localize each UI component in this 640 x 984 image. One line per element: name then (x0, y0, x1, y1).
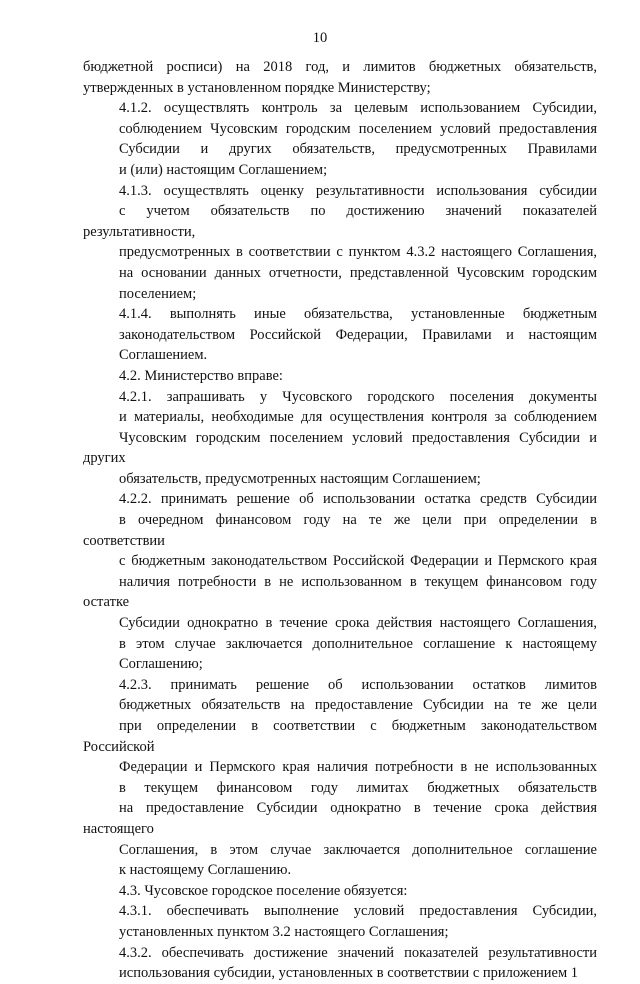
text-line: обязательств, предусмотренных настоящим Соглашением; (119, 470, 481, 487)
text-line: использования субсидии, установленных в соответствии с приложением 1 (119, 965, 579, 982)
text-line: 4.2.2. принимать решение об использовании остатка средств Субсидии (119, 491, 597, 508)
text-line: с бюджетным законодательством Российской Федерации и Пермского края (119, 553, 597, 570)
text-line: 4.2. Министерство вправе: (119, 367, 283, 384)
text-line: 4.1.2. осуществлять контроль за целевым использованием Субсидии, (119, 100, 597, 117)
text-line: 4.2.3. принимать решение об использовании остатков лимитов (119, 676, 597, 693)
paragraph (83, 181, 597, 305)
text-line: и (или) настоящим Соглашением; (119, 161, 328, 178)
text-line: на основании данных отчетности, представленной Чусовским городским (119, 264, 597, 281)
text-line: и материалы, необходимые для осуществления контроля за соблюдением (119, 409, 597, 426)
text-line: 4.1.3. осуществлять оценку результативности использования субсидии (119, 182, 597, 199)
paragraph (83, 901, 597, 942)
paragraph (83, 304, 597, 366)
paragraph (83, 881, 597, 902)
text-line: 4.2.1. запрашивать у Чусовского городского поселения документы (119, 388, 597, 405)
text-line: в этом случае заключается дополнительное соглашение к настоящему (119, 635, 597, 652)
text-line: Чусовским городским поселением условий предоставления Субсидии и других (83, 429, 597, 467)
text-line: 4.3.1. обеспечивать выполнение условий предоставления Субсидии, (119, 903, 597, 920)
text-line: Субсидии однократно в течение срока действия настоящего Соглашения, (119, 615, 597, 632)
paragraph (83, 943, 597, 984)
text-line: Соглашением. (119, 347, 208, 364)
text-line: установленных пунктом 3.2 настоящего Соглашения; (119, 923, 449, 940)
paragraph (83, 57, 597, 98)
text-line: Субсидии и других обязательств, предусмотренных Правилами (119, 141, 597, 158)
text-line: 4.1.4. выполнять иные обязательства, установленные бюджетным (119, 306, 597, 323)
text-line: в очередном финансовом году на те же цели при определении в соответствии (83, 512, 597, 549)
text-line: с учетом обязательств по достижению значений показателей результативности, (83, 203, 597, 240)
text-line: бюджетной росписи) на 2018 год, и лимитов бюджетных обязательств, (83, 59, 597, 75)
text-line: соблюдением Чусовским городским поселением условий предоставления (119, 120, 597, 137)
paragraph (83, 366, 597, 387)
document-body (83, 57, 597, 984)
text-line: поселением; (119, 285, 197, 302)
text-line: Соглашения, в этом случае заключается дополнительное соглашение (119, 841, 597, 858)
text-line: при определении в соответствии с бюджетным законодательством Российской (83, 718, 597, 755)
text-line: законодательством Российской Федерации, Правилами и настоящим (119, 326, 597, 343)
page-number: 10 (312, 30, 328, 46)
paragraph (83, 98, 597, 180)
text-line: Соглашению; (119, 656, 203, 673)
text-line: 4.3. Чусовское городское поселение обязуется: (119, 882, 408, 899)
text-line: утвержденных в установленном порядке Министерству; (83, 79, 431, 96)
text-line: 4.3.2. обеспечивать достижение значений показателей результативности (119, 944, 597, 961)
text-line: предусмотренных в соответствии с пунктом 4.3.2 настоящего Соглашения, (119, 244, 597, 261)
paragraph (83, 675, 597, 881)
paragraph (83, 489, 597, 674)
text-line: к настоящему Соглашению. (119, 862, 292, 879)
text-line: на предоставление Субсидии однократно в течение срока действия настоящего (83, 800, 597, 837)
text-line: в текущем финансовом году лимитах бюджетных обязательств (119, 779, 597, 796)
text-line: наличия потребности в не использованном в текущем финансовом году остатке (83, 573, 597, 611)
paragraph (83, 387, 597, 490)
text-line: Федерации и Пермского края наличия потребности в не использованных (119, 759, 597, 776)
text-line: бюджетных обязательств на предоставление Субсидии на те же цели (119, 697, 597, 714)
